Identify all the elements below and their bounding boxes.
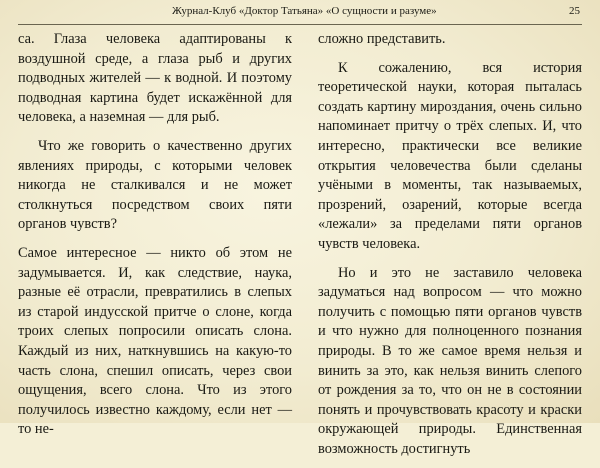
paragraph: сложно представить. <box>318 31 446 47</box>
paragraph: Самое интересное — никто об этом не задумывается. И, как следствие, наука, разные её отрасли, превратились в слепых из старой индусской притче о слоне, когда троих слепых попросили описать слона. Каждый из них, наткнувшись на какую-то часть слона, спешил описать, через свои ощущения, всего слона. Что из этого получилось известно каждому, если нет — то не- <box>18 244 292 438</box>
page-number: 25 <box>569 5 580 17</box>
running-title: Журнал-Клуб «Доктор Татьяна» «О сущности и разуме» <box>172 5 437 17</box>
right-text-column <box>318 30 582 468</box>
paragraph: К сожалению, вся история теоретической науки, которая пыталась создать картину мироздания, очень сильно напоминает притчу о трёх слепых. И, что интересно, практически все великие открытия человечества были сделаны учёными в моменты, так называемых, прозрений, озарений, которые всегда «лежали» за пределами пяти органов чувств человека. <box>318 59 582 252</box>
page-header <box>0 5 600 23</box>
paragraph: Но и это не заставило человека задуматься над вопросом — что можно получить с помощью пяти органов чувств и что нужно для полноценного познания природы. В то же самое время нельзя и винить за это, как нельзя винить слепого от рождения за то, что он не в состоянии понять и прочувствовать красоту и краски окружающей природы. Единственная возможность достигнуть <box>318 264 582 457</box>
header-divider <box>18 24 582 25</box>
paragraph: са. Глаза человека адаптированы к воздушной среде, а глаза рыб и других подводных жителей — к водной. И поэтому подводная картина будет искажённой для человека, а наземная — для рыб. <box>18 31 292 126</box>
left-text-column <box>18 30 292 449</box>
paragraph: Что же говорить о качественно других явлениях природы, с которыми человек никогда не сталкивался и не может столкнуться посредством своих пяти органов чувств? <box>18 137 292 233</box>
